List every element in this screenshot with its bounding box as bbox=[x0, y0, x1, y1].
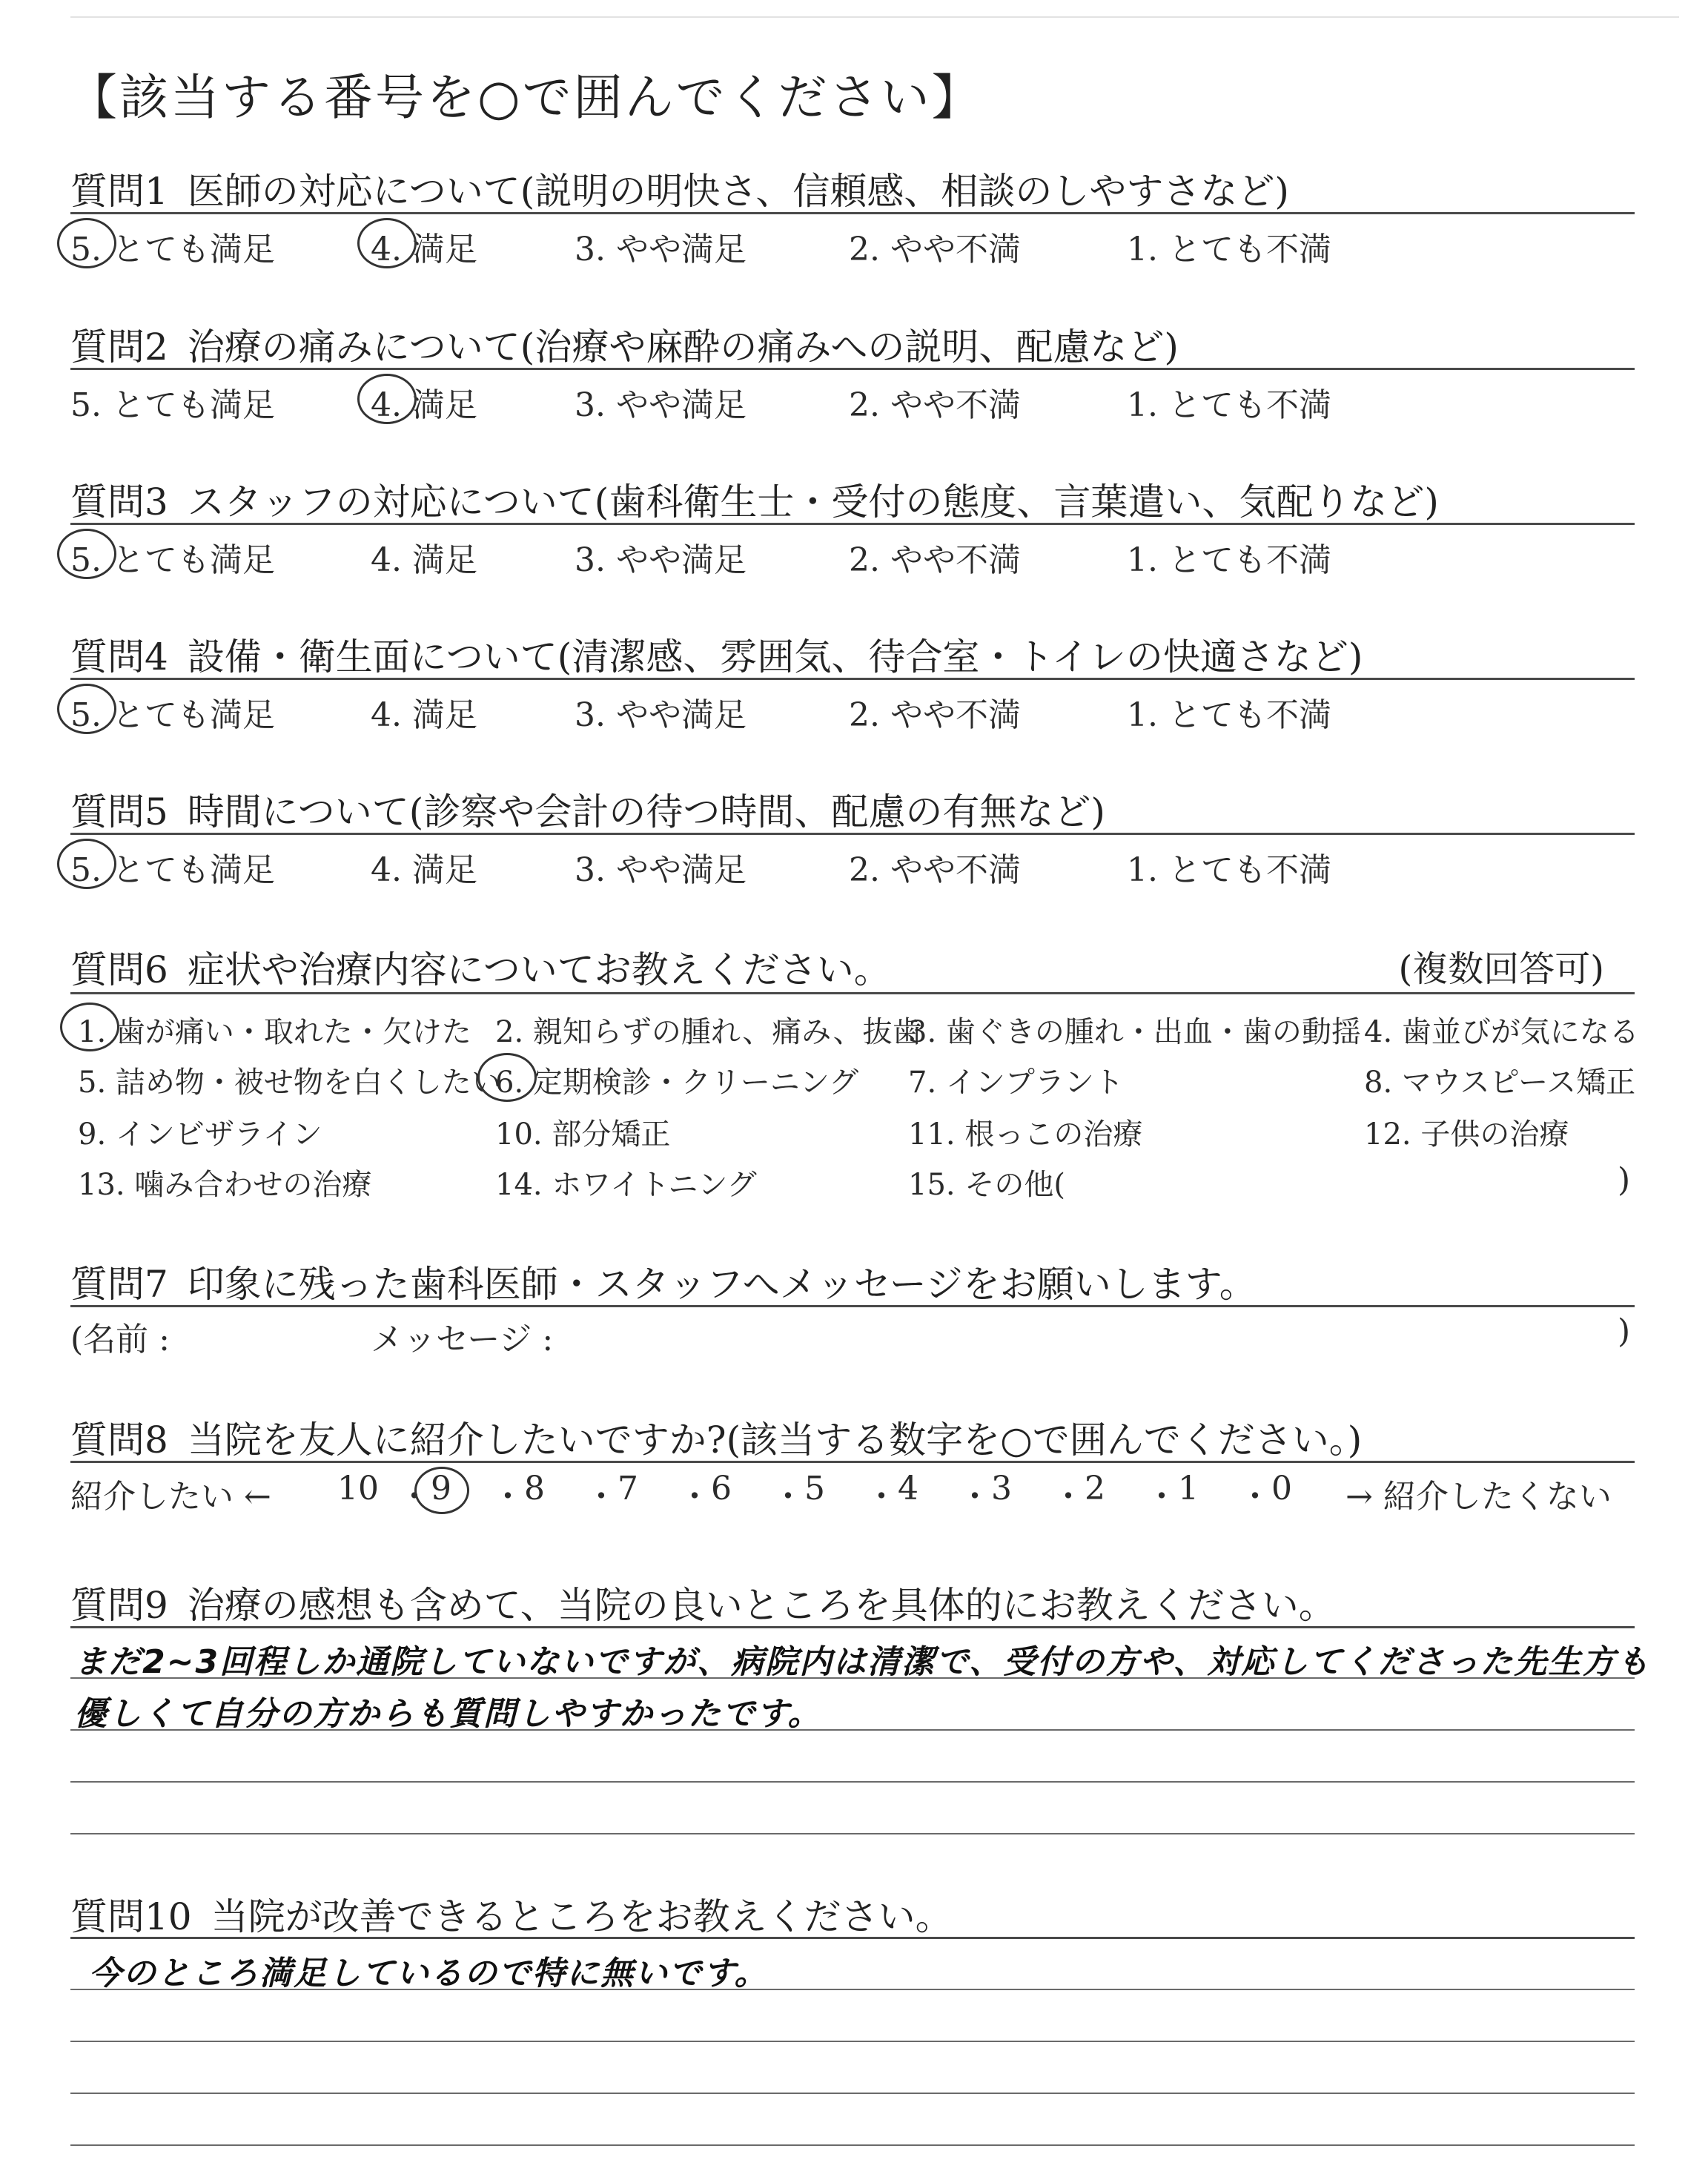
q8-scale-value[interactable]: 4 bbox=[898, 1470, 918, 1507]
q5-number: 質問5 bbox=[70, 790, 168, 833]
q10-title bbox=[70, 1887, 953, 1941]
q1-option[interactable]: 2. やや不満 bbox=[849, 231, 1021, 268]
q3-text: スタッフの対応について(歯科衛生士・受付の態度、言葉遣い、気配りなど) bbox=[187, 480, 1439, 524]
q3-option[interactable]: 3. やや満足 bbox=[575, 541, 747, 579]
answer-circle-mark bbox=[57, 839, 116, 889]
q6-other-close-paren: ) bbox=[1618, 1161, 1631, 1199]
q8-scale-value[interactable]: 9 bbox=[431, 1470, 451, 1507]
answer-circle-mark bbox=[60, 1003, 119, 1051]
answer-circle-mark bbox=[57, 684, 116, 734]
q8-scale-value[interactable]: 8 bbox=[524, 1470, 545, 1507]
q6-title bbox=[70, 940, 891, 994]
q7-title bbox=[70, 1255, 1257, 1308]
q8-scale-separator: ・ bbox=[772, 1478, 804, 1516]
q7-name-label: (名前 : bbox=[70, 1321, 170, 1358]
q8-text: 当院を友人に紹介したいですか?(該当する数字を○で囲んでください。) bbox=[187, 1418, 1363, 1462]
q10-writing-line bbox=[70, 2093, 1635, 2094]
q8-scale-separator: ・ bbox=[1145, 1478, 1178, 1516]
q6-option[interactable]: 9. インビザライン bbox=[78, 1117, 322, 1152]
q2-number: 質問2 bbox=[70, 326, 168, 369]
q9-answer-line: まだ2~3回程しか通院していないですが、病院内は清潔で、受付の方や、対応してくださった先生方も bbox=[74, 1643, 1651, 1681]
q3-title bbox=[70, 472, 1439, 526]
q4-option[interactable]: 2. やや不満 bbox=[849, 696, 1021, 734]
q7-close-paren: ) bbox=[1618, 1312, 1631, 1350]
q1-title bbox=[70, 162, 1289, 215]
q2-option[interactable]: 4. 満足 bbox=[371, 386, 477, 424]
q6-option[interactable]: 10. 部分矯正 bbox=[495, 1117, 671, 1152]
q4-rule bbox=[70, 678, 1635, 680]
q8-scale-value[interactable]: 7 bbox=[618, 1470, 638, 1507]
q9-answer-line: 優しくて自分の方からも質問しやすかったです。 bbox=[74, 1695, 822, 1733]
q3-option[interactable]: 5. とても満足 bbox=[70, 541, 275, 579]
q8-scale-separator: ・ bbox=[678, 1478, 711, 1516]
q3-rule bbox=[70, 523, 1635, 525]
q2-option[interactable]: 1. とても不満 bbox=[1127, 386, 1331, 424]
q10-text: 当院が改善できるところをお教えください。 bbox=[211, 1895, 953, 1938]
q9-title bbox=[70, 1576, 1336, 1629]
q8-scale-separator: ・ bbox=[398, 1478, 431, 1516]
q4-option[interactable]: 4. 満足 bbox=[371, 696, 477, 734]
q6-multi-note: (複数回答可) bbox=[1398, 948, 1604, 990]
q1-text: 医師の対応について(説明の明快さ、信頼感、相談のしやすさなど) bbox=[187, 170, 1289, 213]
q4-title bbox=[70, 627, 1363, 681]
q9-writing-line bbox=[70, 1833, 1635, 1834]
q4-option[interactable]: 3. やや満足 bbox=[575, 696, 747, 734]
q1-option[interactable]: 1. とても不満 bbox=[1127, 231, 1331, 268]
q3-number: 質問3 bbox=[70, 480, 168, 524]
answer-circle-mark bbox=[357, 374, 417, 424]
q1-number: 質問1 bbox=[70, 170, 168, 213]
q6-option[interactable]: 7. インプラント bbox=[908, 1066, 1124, 1100]
q6-text: 症状や治療内容についてお教えください。 bbox=[187, 948, 891, 991]
q6-option[interactable]: 5. 詰め物・被せ物を白くしたい bbox=[78, 1066, 501, 1100]
q6-option[interactable]: 8. マウスピース矯正 bbox=[1364, 1066, 1636, 1100]
q5-option[interactable]: 1. とても不満 bbox=[1127, 851, 1331, 889]
q8-scale-separator: ・ bbox=[1239, 1478, 1271, 1516]
q2-text: 治療の痛みについて(治療や麻酔の痛みへの説明、配慮など) bbox=[187, 326, 1179, 369]
q5-text: 時間について(診察や会計の待つ時間、配慮の有無など) bbox=[187, 790, 1105, 833]
q8-scale-value[interactable]: 0 bbox=[1271, 1470, 1292, 1507]
q1-rule bbox=[70, 212, 1635, 214]
q8-scale-value[interactable]: 5 bbox=[804, 1470, 825, 1507]
q8-scale-separator: ・ bbox=[959, 1478, 991, 1516]
q8-rule bbox=[70, 1461, 1635, 1463]
q5-option[interactable]: 2. やや不満 bbox=[849, 851, 1021, 889]
q4-number: 質問4 bbox=[70, 635, 168, 678]
answer-circle-mark bbox=[57, 218, 116, 268]
q9-text: 治療の感想も含めて、当院の良いところを具体的にお教えください。 bbox=[187, 1584, 1336, 1627]
q1-option[interactable]: 3. やや満足 bbox=[575, 231, 747, 268]
q3-option[interactable]: 4. 満足 bbox=[371, 541, 477, 579]
q10-answer-line: 今のところ満足しているので特に無いです。 bbox=[89, 1955, 769, 1992]
q8-scale-separator: ・ bbox=[491, 1478, 524, 1516]
q4-option[interactable]: 1. とても不満 bbox=[1127, 696, 1331, 734]
q8-scale-value[interactable]: 10 bbox=[337, 1470, 379, 1507]
q6-rule bbox=[70, 992, 1635, 994]
top-divider bbox=[70, 16, 1679, 18]
q6-option[interactable]: 14. ホワイトニング bbox=[495, 1168, 757, 1202]
form-header: 【該当する番号を○で囲んでください】 bbox=[68, 69, 983, 126]
q7-number: 質問7 bbox=[70, 1263, 168, 1306]
q6-option[interactable]: 12. 子供の治療 bbox=[1364, 1117, 1569, 1152]
q5-option[interactable]: 5. とても満足 bbox=[70, 851, 275, 889]
q7-rule bbox=[70, 1305, 1635, 1307]
q3-option[interactable]: 2. やや不満 bbox=[849, 541, 1021, 579]
q8-scale-separator: ・ bbox=[1052, 1478, 1085, 1516]
q1-option[interactable]: 5. とても満足 bbox=[70, 231, 275, 268]
q2-option[interactable]: 3. やや満足 bbox=[575, 386, 747, 424]
q2-title bbox=[70, 317, 1179, 371]
q7-message-label: メッセージ : bbox=[371, 1321, 554, 1358]
q8-scale-value[interactable]: 1 bbox=[1178, 1470, 1199, 1507]
answer-circle-mark bbox=[414, 1467, 469, 1514]
q3-option[interactable]: 1. とても不満 bbox=[1127, 541, 1331, 579]
q6-option[interactable]: 1. 歯が痛い・取れた・欠けた bbox=[78, 1015, 471, 1049]
q10-writing-line bbox=[70, 2144, 1635, 2146]
q4-option[interactable]: 5. とても満足 bbox=[70, 696, 275, 734]
q2-rule bbox=[70, 368, 1635, 370]
q6-option[interactable]: 2. 親知らずの腫れ、痛み、抜歯 bbox=[495, 1015, 922, 1049]
q8-scale-value[interactable]: 3 bbox=[991, 1470, 1012, 1507]
q8-scale-value[interactable]: 2 bbox=[1085, 1470, 1105, 1507]
q10-writing-line bbox=[70, 2041, 1635, 2042]
q6-option[interactable]: 13. 噛み合わせの治療 bbox=[78, 1168, 372, 1202]
q10-number: 質問10 bbox=[70, 1895, 192, 1938]
q7-text: 印象に残った歯科医師・スタッフへメッセージをお願いします。 bbox=[187, 1263, 1257, 1306]
q8-number: 質問8 bbox=[70, 1418, 168, 1462]
answer-circle-mark bbox=[57, 529, 116, 579]
answer-circle-mark bbox=[357, 218, 417, 268]
q9-writing-line bbox=[70, 1781, 1635, 1783]
q1-option[interactable]: 4. 満足 bbox=[371, 231, 477, 268]
q9-rule bbox=[70, 1626, 1635, 1628]
q2-option[interactable]: 5. とても満足 bbox=[70, 386, 275, 424]
q6-number: 質問6 bbox=[70, 948, 168, 991]
q9-number: 質問9 bbox=[70, 1584, 168, 1627]
q6-option[interactable]: 11. 根っこの治療 bbox=[908, 1117, 1143, 1152]
q8-scale-separator: ・ bbox=[585, 1478, 618, 1516]
q8-title bbox=[70, 1410, 1362, 1464]
answer-circle-mark bbox=[477, 1053, 537, 1102]
q2-option[interactable]: 2. やや不満 bbox=[849, 386, 1021, 424]
q10-rule bbox=[70, 1937, 1635, 1939]
q6-option[interactable]: 6. 定期検診・クリーニング bbox=[495, 1066, 859, 1100]
q8-scale-value[interactable]: 6 bbox=[711, 1470, 732, 1507]
q5-rule bbox=[70, 833, 1635, 835]
q8-left-label: 紹介したい ← bbox=[70, 1478, 271, 1516]
q4-text: 設備・衛生面について(清潔感、雰囲気、待合室・トイレの快適さなど) bbox=[187, 635, 1363, 678]
q5-option[interactable]: 4. 満足 bbox=[371, 851, 477, 889]
q6-option[interactable]: 3. 歯ぐきの腫れ・出血・歯の動揺 bbox=[908, 1015, 1361, 1049]
q6-option[interactable]: 4. 歯並びが気になる bbox=[1364, 1015, 1639, 1049]
q6-option[interactable]: 15. その他( bbox=[908, 1168, 1065, 1202]
q5-title bbox=[70, 782, 1105, 836]
q5-option[interactable]: 3. やや満足 bbox=[575, 851, 747, 889]
q8-right-label: → 紹介したくない bbox=[1345, 1478, 1612, 1516]
q8-scale-separator: ・ bbox=[865, 1478, 898, 1516]
